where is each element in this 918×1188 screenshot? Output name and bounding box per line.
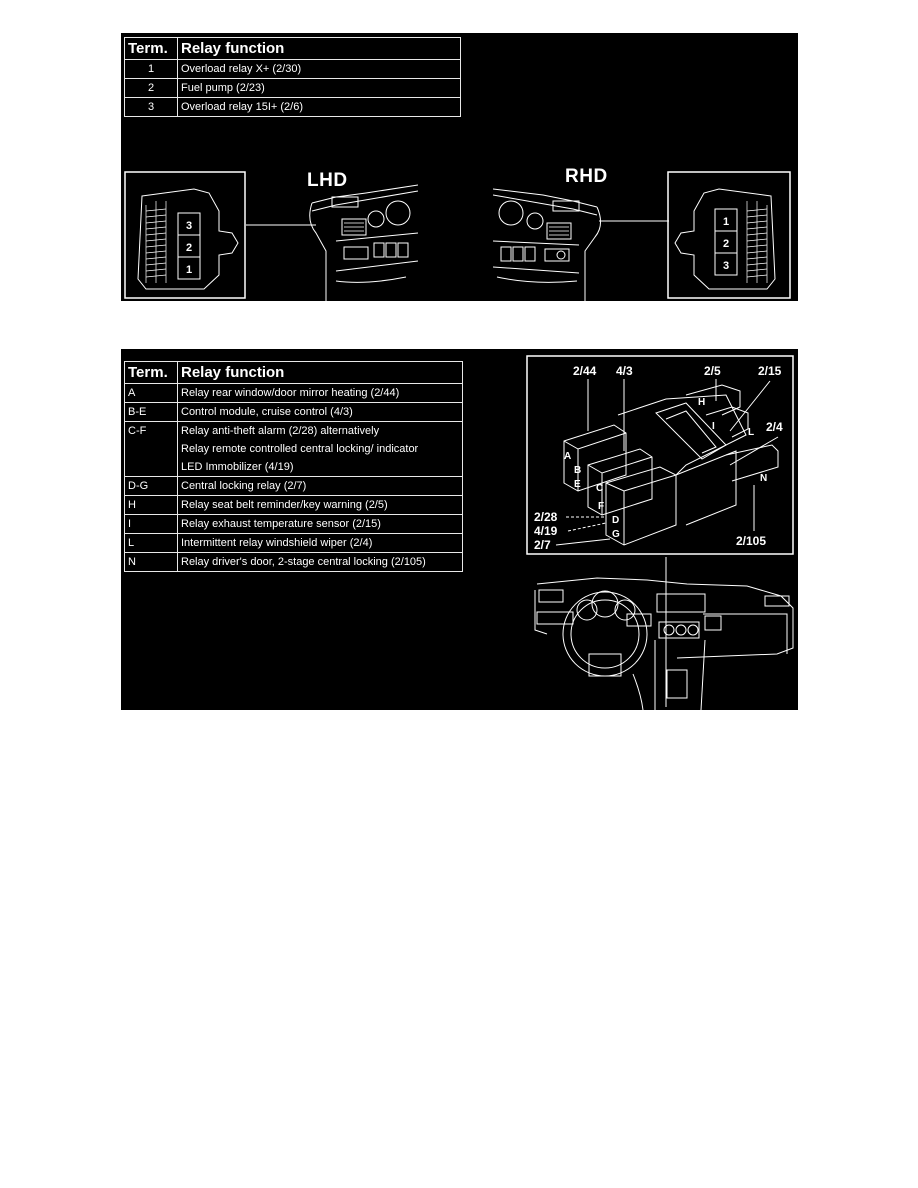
function-cell: Relay driver's door, 2-stage central locking (2/105): [178, 553, 463, 572]
term-cell: A: [125, 384, 178, 403]
lhd-dashboard-illustration: [306, 181, 418, 301]
function-cell: [178, 422, 463, 477]
term-cell: L: [125, 534, 178, 553]
function-cell: Relay seat belt reminder/key warning (2/5): [178, 496, 463, 515]
table-row: [125, 384, 463, 403]
rhd-relay-3: 3: [723, 260, 730, 272]
lhd-relay-box-illustration: [124, 171, 246, 299]
callout-4-19: 4/19: [534, 524, 558, 538]
position-letter-d: D: [612, 515, 620, 526]
function-cell: Relay rear window/door mirror heating (2/44): [178, 384, 463, 403]
function-cell: Control module, cruise control (4/3): [178, 403, 463, 422]
function-line: LED Immobilizer (4/19): [181, 461, 294, 473]
table-row: [125, 60, 461, 79]
column-header-relay-function: Relay function: [178, 362, 463, 384]
lhd-relay-2: 2: [186, 242, 193, 254]
term-cell: I: [125, 515, 178, 534]
rhd-leader-line: [599, 219, 669, 223]
column-header-term: Term.: [125, 362, 178, 384]
column-header-term: Term.: [125, 38, 178, 60]
position-letter-a: A: [564, 451, 572, 462]
position-letter-g: G: [612, 529, 620, 540]
lhd-label: LHD: [307, 170, 348, 191]
table-row: [125, 403, 463, 422]
relay-location-panel-top: [121, 33, 798, 301]
position-letter-h: H: [698, 397, 706, 408]
term-cell: 3: [125, 98, 178, 117]
position-letter-b: B: [574, 465, 582, 476]
function-cell: Fuel pump (2/23): [178, 79, 461, 98]
rhd-dashboard-illustration: [493, 181, 605, 301]
relay-function-table-top: [124, 37, 461, 117]
function-cell: Relay exhaust temperature sensor (2/15): [178, 515, 463, 534]
term-cell: C-F: [125, 422, 178, 477]
lhd-relay-3: 3: [186, 220, 193, 232]
term-cell: B-E: [125, 403, 178, 422]
relay-bracket-illustration: [526, 355, 794, 557]
column-header-relay-function: Relay function: [178, 38, 461, 60]
function-cell: Overload relay X+ (2/30): [178, 60, 461, 79]
table-row: [125, 515, 463, 534]
table-header-row: [125, 38, 461, 60]
table-header-row: [125, 362, 463, 384]
position-letter-l: L: [748, 427, 755, 438]
function-cell: Intermittent relay windshield wiper (2/4): [178, 534, 463, 553]
callout-2-44: 2/44: [573, 364, 597, 378]
function-line: Relay remote controlled central locking/ indicator: [181, 443, 419, 455]
callout-2-105: 2/105: [736, 534, 767, 548]
table-row: [125, 496, 463, 515]
table-row: [125, 477, 463, 496]
position-letter-e: E: [574, 479, 581, 490]
rhd-label: RHD: [565, 166, 608, 187]
term-cell: H: [125, 496, 178, 515]
callout-2-5: 2/5: [704, 364, 721, 378]
function-cell: Overload relay 15I+ (2/6): [178, 98, 461, 117]
position-letter-n: N: [760, 473, 768, 484]
lhd-relay-1: 1: [186, 264, 193, 276]
term-cell: 2: [125, 79, 178, 98]
rhd-relay-box-illustration: [667, 171, 791, 299]
function-cell: Central locking relay (2/7): [178, 477, 463, 496]
table-row: [125, 553, 463, 572]
rhd-relay-1: 1: [723, 216, 730, 228]
callout-2-7: 2/7: [534, 538, 551, 552]
term-cell: N: [125, 553, 178, 572]
rhd-relay-2: 2: [723, 238, 730, 250]
position-letter-i: I: [712, 421, 715, 432]
relay-location-panel-bottom: [121, 349, 798, 710]
dashboard-overview-illustration: [517, 574, 797, 710]
relay-function-table-bottom: [124, 361, 463, 572]
term-cell: 1: [125, 60, 178, 79]
function-line: Relay anti-theft alarm (2/28) alternatively: [181, 425, 380, 437]
table-row: [125, 422, 463, 477]
table-row: [125, 534, 463, 553]
callout-2-15: 2/15: [758, 364, 782, 378]
table-row: [125, 79, 461, 98]
table-row: [125, 98, 461, 117]
callout-4-3: 4/3: [616, 364, 633, 378]
position-letter-c: C: [596, 483, 604, 494]
term-cell: D-G: [125, 477, 178, 496]
position-letter-f: F: [598, 501, 605, 512]
callout-2-4: 2/4: [766, 420, 783, 434]
callout-2-28: 2/28: [534, 510, 558, 524]
